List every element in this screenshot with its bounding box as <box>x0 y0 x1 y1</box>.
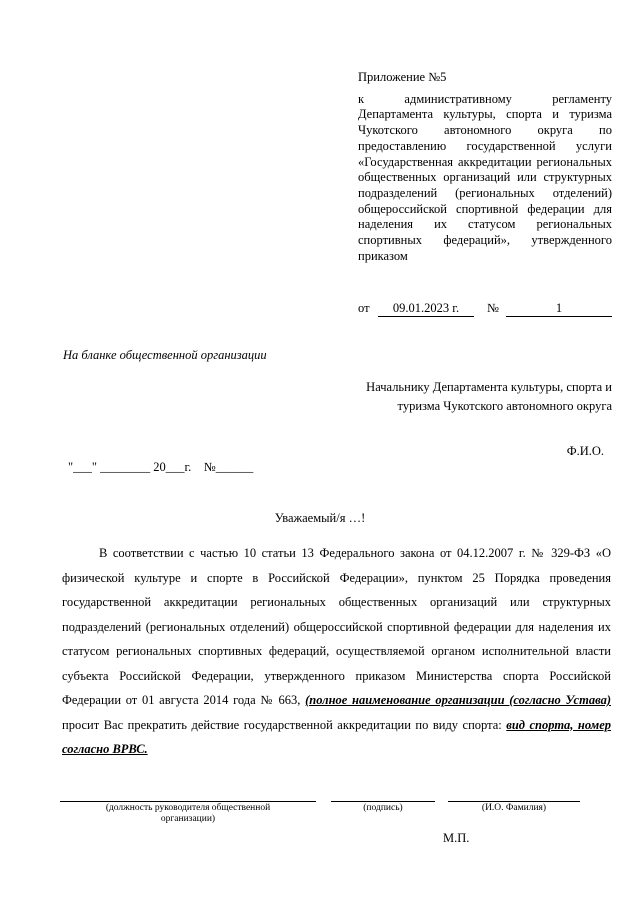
addressee-block <box>300 378 612 416</box>
body-paragraph <box>62 541 611 762</box>
appendix-title: Приложение №5 <box>358 70 447 84</box>
body-text-part-2: просит Вас прекратить действие государственной аккредитации по виду спорта: <box>62 717 507 732</box>
greeting: Уважаемый/я …! <box>274 511 366 525</box>
signature-caption: (подпись) <box>363 803 403 813</box>
signature-line <box>331 801 435 802</box>
name-caption: (И.О. Фамилия) <box>481 803 547 813</box>
order-no-label: № <box>487 301 499 315</box>
sport-placeholder: вид спорта, номер согласно ВРВС. <box>62 717 612 756</box>
order-line <box>358 301 612 319</box>
addressee-line-1: Начальнику Департамента культуры, спорта и <box>366 380 612 394</box>
appendix-text: к административному регламенту Департамента культуры, спорта и туризма Чукотского автономного округа по предоставлению государственной услуги «Государственная аккредитации региональных общественных организаций или структурных подразделений (региональных отделений) общероссийской спортивной федерации для наделения их статусом региональных спортивных федераций», утвержденного приказом <box>358 91 612 263</box>
letterhead-note: На бланке общественной организации <box>63 348 267 362</box>
appendix-block <box>358 70 612 264</box>
body-text-part-1: В соответствии с частью 10 статьи 13 Федерального закона от 04.12.2007 г. № 329-ФЗ «О физической культуре и спорте в Российской Федерации», пунктом 25 Порядка проведения государственной аккредитации региональных общественных организаций или структурных подразделений (региональных отделений) общероссийской спортивной федерации для наделения их статусом региональных спортивных федераций, осуществляемой органом исполнительной власти субъекта Российской Федерации, утвержденного приказом Министерства спорта Российской Федерации от 01 августа 2014 года № 663, <box>62 546 611 707</box>
order-number: 1 <box>506 301 612 317</box>
order-date: 09.01.2023 г. <box>378 301 474 317</box>
name-signature-line <box>448 801 580 802</box>
date-number-line: "___" ________ 20___г. №______ <box>68 460 254 474</box>
order-from-label: от <box>358 301 370 315</box>
addressee-name: Ф.И.О. <box>566 444 604 458</box>
position-caption: (должность руководителя общественной организации) <box>105 803 271 824</box>
organization-name-placeholder: (полное наименование организации (согласно Устава) <box>305 693 611 707</box>
stamp-place: М.П. <box>443 831 470 845</box>
position-signature-line <box>60 801 316 802</box>
addressee-line-2: туризма Чукотского автономного округа <box>397 399 612 413</box>
